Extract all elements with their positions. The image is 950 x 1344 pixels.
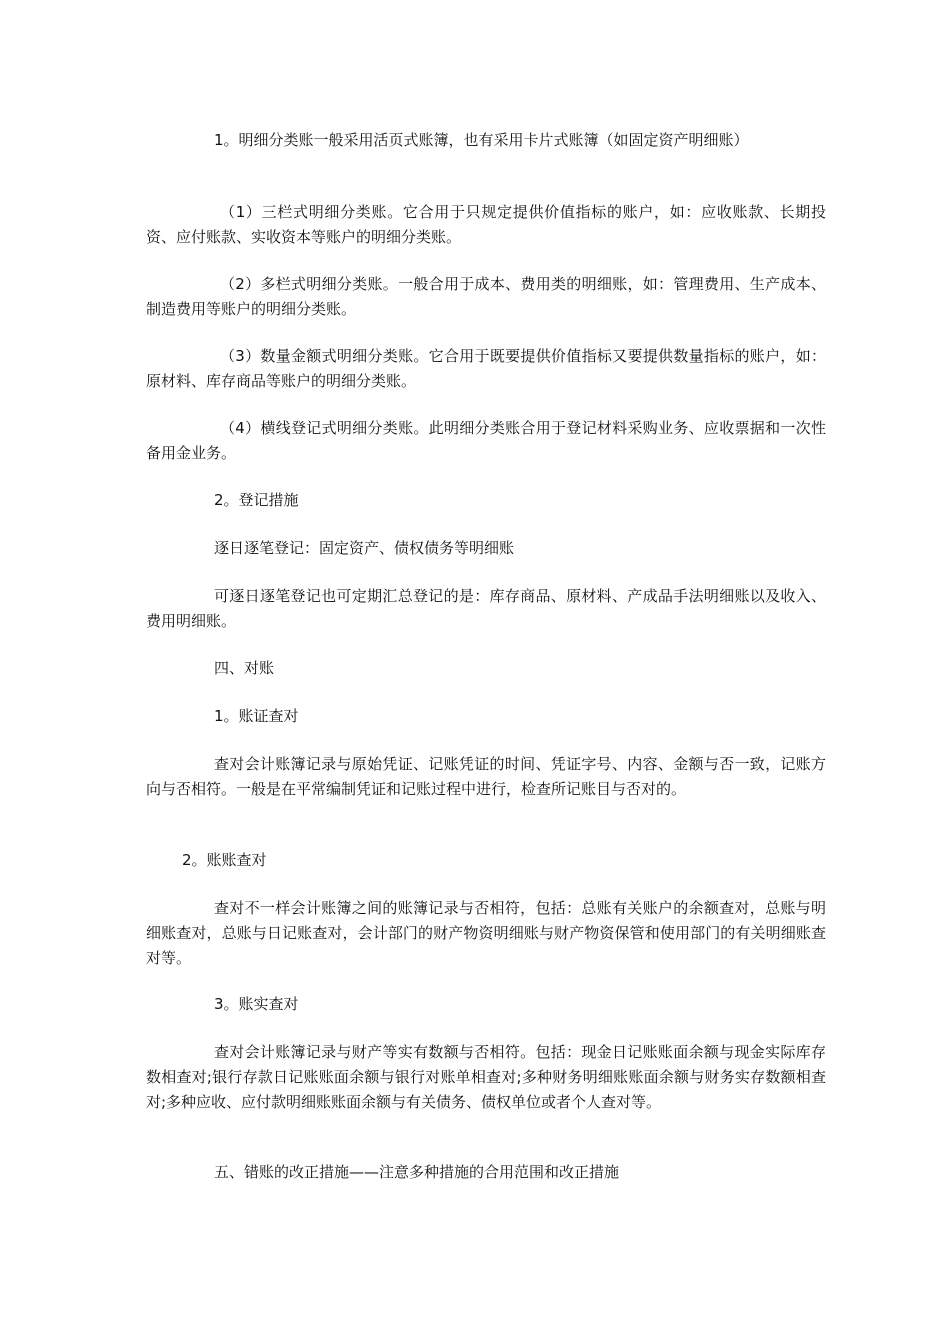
heading-voucher-check: 1。账证查对 [214, 707, 299, 725]
paragraph-three-column-ledger: （1）三栏式明细分类账。它合用于只规定提供价值指标的账户，如：应收账款、长期投资、应付账款、实收资本等账户的明细分类账。 [146, 203, 826, 246]
heading-error-correction: 五、错账的改正措施——注意多种措施的合用范围和改正措施 [214, 1163, 620, 1181]
heading-registration-method: 2。登记措施 [214, 491, 299, 509]
paragraph-voucher-check: 查对会计账簿记录与原始凭证、记账凭证的时间、凭证字号、内容、金额与否一致，记账方向与否相符。一般是在平常编制凭证和记账过程中进行，检查所记账目与否对的。 [146, 755, 826, 798]
heading-account-check: 2。账账查对 [182, 851, 267, 869]
paragraph-account-check: 查对不一样会计账簿之间的账簿记录与否相符，包括：总账有关账户的余额查对，总账与明细账查对，总账与日记账查对，会计部门的财产物资明细账与财产物资保管和使用部门的有关明细账查对等。 [146, 899, 826, 967]
paragraph-periodic-registration: 可逐日逐笔登记也可定期汇总登记的是：库存商品、原材料、产成品手法明细账以及收入、费用明细账。 [146, 587, 826, 630]
paragraph-multi-column-ledger: （2）多栏式明细分类账。一般合用于成本、费用类的明细账，如：管理费用、生产成本、制造费用等账户的明细分类账。 [146, 275, 826, 318]
heading-physical-check: 3。账实查对 [214, 995, 299, 1013]
heading-reconciliation: 四、对账 [214, 659, 275, 677]
paragraph-horizontal-ledger: （4）横线登记式明细分类账。此明细分类账合用于登记材料采购业务、应收票据和一次性备用金业务。 [146, 419, 826, 462]
paragraph-daily-registration: 逐日逐笔登记：固定资产、债权债务等明细账 [214, 539, 515, 557]
paragraph-quantity-amount-ledger: （3）数量金额式明细分类账。它合用于既要提供价值指标又要提供数量指标的账户，如：原材料、库存商品等账户的明细分类账。 [146, 347, 826, 390]
paragraph-detail-ledger-format: 1。明细分类账一般采用活页式账簿，也有采用卡片式账簿（如固定资产明细账） [214, 131, 749, 149]
paragraph-physical-check: 查对会计账簿记录与财产等实有数额与否相符。包括：现金日记账账面余额与现金实际库存数相查对;银行存款日记账账面余额与银行对账单相查对;多种财务明细账账面余额与财务实存数额相查对;多种应收、应付款明细账账面余额与有关债务、债权单位或者个人查对等。 [146, 1043, 826, 1111]
